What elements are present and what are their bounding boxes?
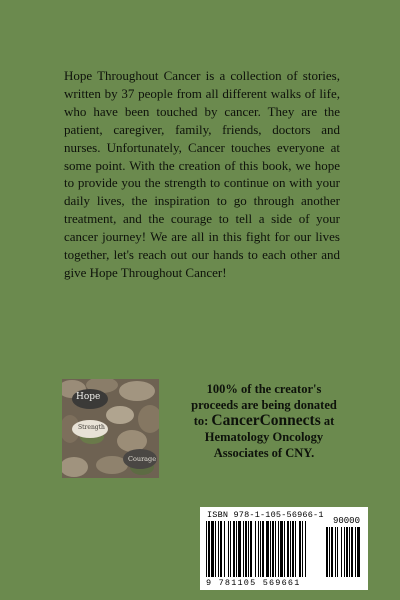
stone-word-courage: Courage bbox=[128, 455, 157, 463]
barcode-digits: 9 781105 569661 bbox=[206, 578, 301, 588]
donation-line-2: proceeds are being donated bbox=[191, 398, 337, 412]
back-cover-blurb: Hope Throughout Cancer is a collection of stories, written by 37 people from all different walks of life, who have been touched by cancer. They are the patient, caregiver, family, friends, doctors and nurses. Unfortunately, Cancer touches everyone at some point. With the creation of this book, we hope to provide you the strength to continue on with your daily lives, the inspiration to go through another treatment, and the courage to tell a side of your cancer journey! We are all in this fight for our lives together, let's reach out our hands to each other and give Hope Throughout Cancer! bbox=[64, 68, 340, 280]
hope-stones-photo bbox=[62, 379, 159, 478]
isbn-text: ISBN 978-1-105-56966-1 bbox=[207, 510, 324, 520]
isbn-barcode bbox=[200, 507, 368, 590]
barcode-bars bbox=[206, 521, 362, 577]
stone-word-hope: Hope bbox=[76, 392, 101, 402]
donation-org: CancerConnects bbox=[211, 412, 321, 429]
donation-line-5: Associates of CNY. bbox=[213, 446, 315, 460]
donation-line-3: to: CancerConnects at bbox=[193, 412, 335, 429]
donation-line-1: 100% of the creator's bbox=[206, 382, 322, 396]
donation-line-4: Hematology Oncology bbox=[204, 430, 324, 444]
stone-word-strength: Strength bbox=[78, 424, 105, 431]
donation-note bbox=[158, 381, 370, 461]
price-code: 90000 bbox=[332, 516, 360, 526]
